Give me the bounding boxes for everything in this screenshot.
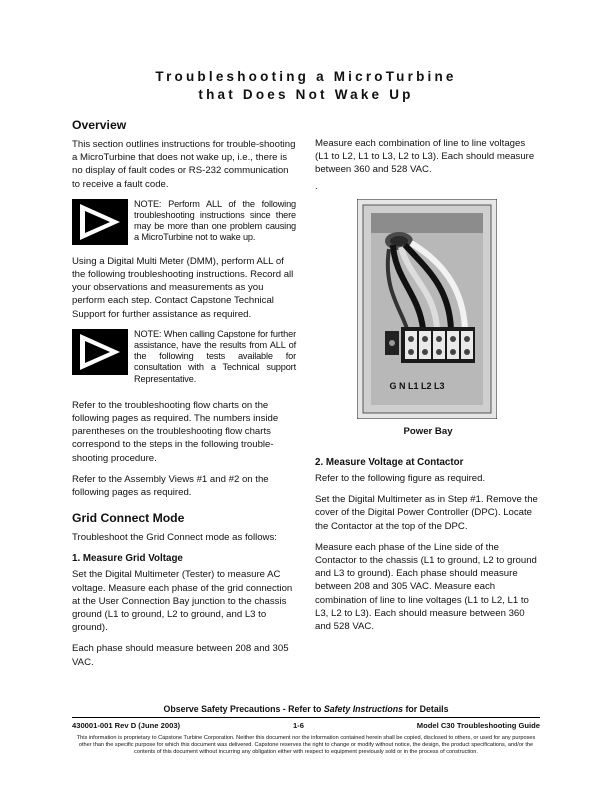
document-id: 430001-001 Rev D (June 2003): [72, 721, 181, 730]
title-line-2: that Does Not Wake Up: [198, 87, 414, 102]
safety-italic: Safety Instructions: [323, 704, 404, 714]
arrow-note-icon: [72, 329, 128, 375]
overview-heading: Overview: [72, 118, 127, 132]
assembly-paragraph: Refer to the Assembly Views #1 and #2 on the following pages as required.: [72, 473, 269, 499]
safety-prefix: Observe Safety Precautions - Refer to: [163, 704, 324, 714]
left-column: [72, 118, 296, 677]
step2-paragraph-1: Refer to the following figure as required.: [315, 473, 486, 485]
step1-paragraph: Set the Digital Multimeter (Tester) to measure AC voltage. Measure each phase of the grid connection at the User Connection Bay junction to the chassis ground (L1 to ground, L2 to ground, and L3 to ground).: [72, 569, 293, 634]
line-voltage-paragraph: Measure each combination of line to line voltages (L1 to L2, L1 to L3, L2 to L3). Each should measure between 360 and 528 VAC.: [315, 138, 535, 176]
power-bay-photo: [357, 199, 497, 419]
legal-notice: This information is proprietary to Capstone Turbine Corporation. Neither this document nor the information contained herein shall be copied, disclosed to others, or used for any purposes other than the specific purpose for which this document was delivered. Capstone reserves the right to change or modify without notice, the design, the product specifications, and/or the contents of this document without incurring any obligation either with respect to equipment previously sold or in the process of construction.: [76, 735, 536, 756]
note-block-1: [72, 199, 296, 245]
step2-heading: 2. Measure Voltage at Contactor: [315, 457, 464, 469]
page-number: 1-6: [292, 721, 304, 730]
grid-connect-paragraph: Troubleshoot the Grid Connect mode as follows:: [72, 532, 277, 544]
page-title: [0, 68, 612, 104]
note-text-2: NOTE: When calling Capstone for further assistance, have the results from ALL of the following tests available for consultation with a Technical support Representative.: [134, 328, 296, 384]
footer-info-row: [72, 721, 540, 730]
right-column: [315, 137, 541, 641]
arrow-note-icon: [72, 199, 128, 245]
footer-divider: [72, 717, 540, 718]
step1-paragraph-2: Each phase should measure between 208 and 305 VAC.: [72, 643, 289, 668]
safety-notice: [72, 704, 540, 714]
overview-paragraph: This section outlines instructions for trouble-shooting a MicroTurbine that does not wake up, i.e., there is no display of fault codes or RS-232 communication to receive a fault code.: [72, 139, 296, 190]
note-block-2: [72, 329, 296, 385]
safety-suffix: for Details: [403, 704, 449, 714]
step2-paragraph-2: Set the Digital Multimeter as in Step #1. Remove the cover of the Digital Power Controller (DPC). Locate the Contactor at the top of the DPC.: [315, 494, 538, 532]
flowchart-paragraph: Refer to the troubleshooting flow charts on the following pages as required. The numbers inside parentheses on the troubleshooting flow charts correspond to the steps in the following trouble-shooting procedure.: [72, 399, 279, 464]
guide-name: Model C30 Troubleshooting Guide: [416, 721, 540, 730]
grid-connect-heading: Grid Connect Mode: [72, 511, 185, 526]
dmm-paragraph: Using a Digital Multi Meter (DMM), perform ALL of the following troubleshooting instructions. Record all your observations and measurements as you perform each step. Contact Capstone Technical Support for further assistance as required.: [72, 255, 294, 320]
note-text-1: NOTE: Perform ALL of the following troubleshooting instructions since there may be more than one problem causing a MicroTurbine not to wake up.: [134, 198, 296, 243]
photo-terminal-labels: G N L1 L2 L3: [389, 380, 445, 391]
photo-caption: Power Bay: [403, 425, 453, 437]
stray-dot: .: [315, 180, 318, 192]
step1-heading: 1. Measure Grid Voltage: [72, 553, 183, 565]
title-line-1: Troubleshooting a MicroTurbine: [155, 69, 457, 84]
step2-paragraph-3: Measure each phase of the Line side of the Contactor to the chassis (L1 to ground, L2 to ground and L3 to ground). Each phase should measure between 208 and 305 VAC. Measure each combination of line to line voltages (L1 to L2, L1 to L3, L2 to L3). Each should measure between 360 and 528 VAC.: [315, 541, 537, 633]
power-bay-image: [357, 199, 497, 419]
